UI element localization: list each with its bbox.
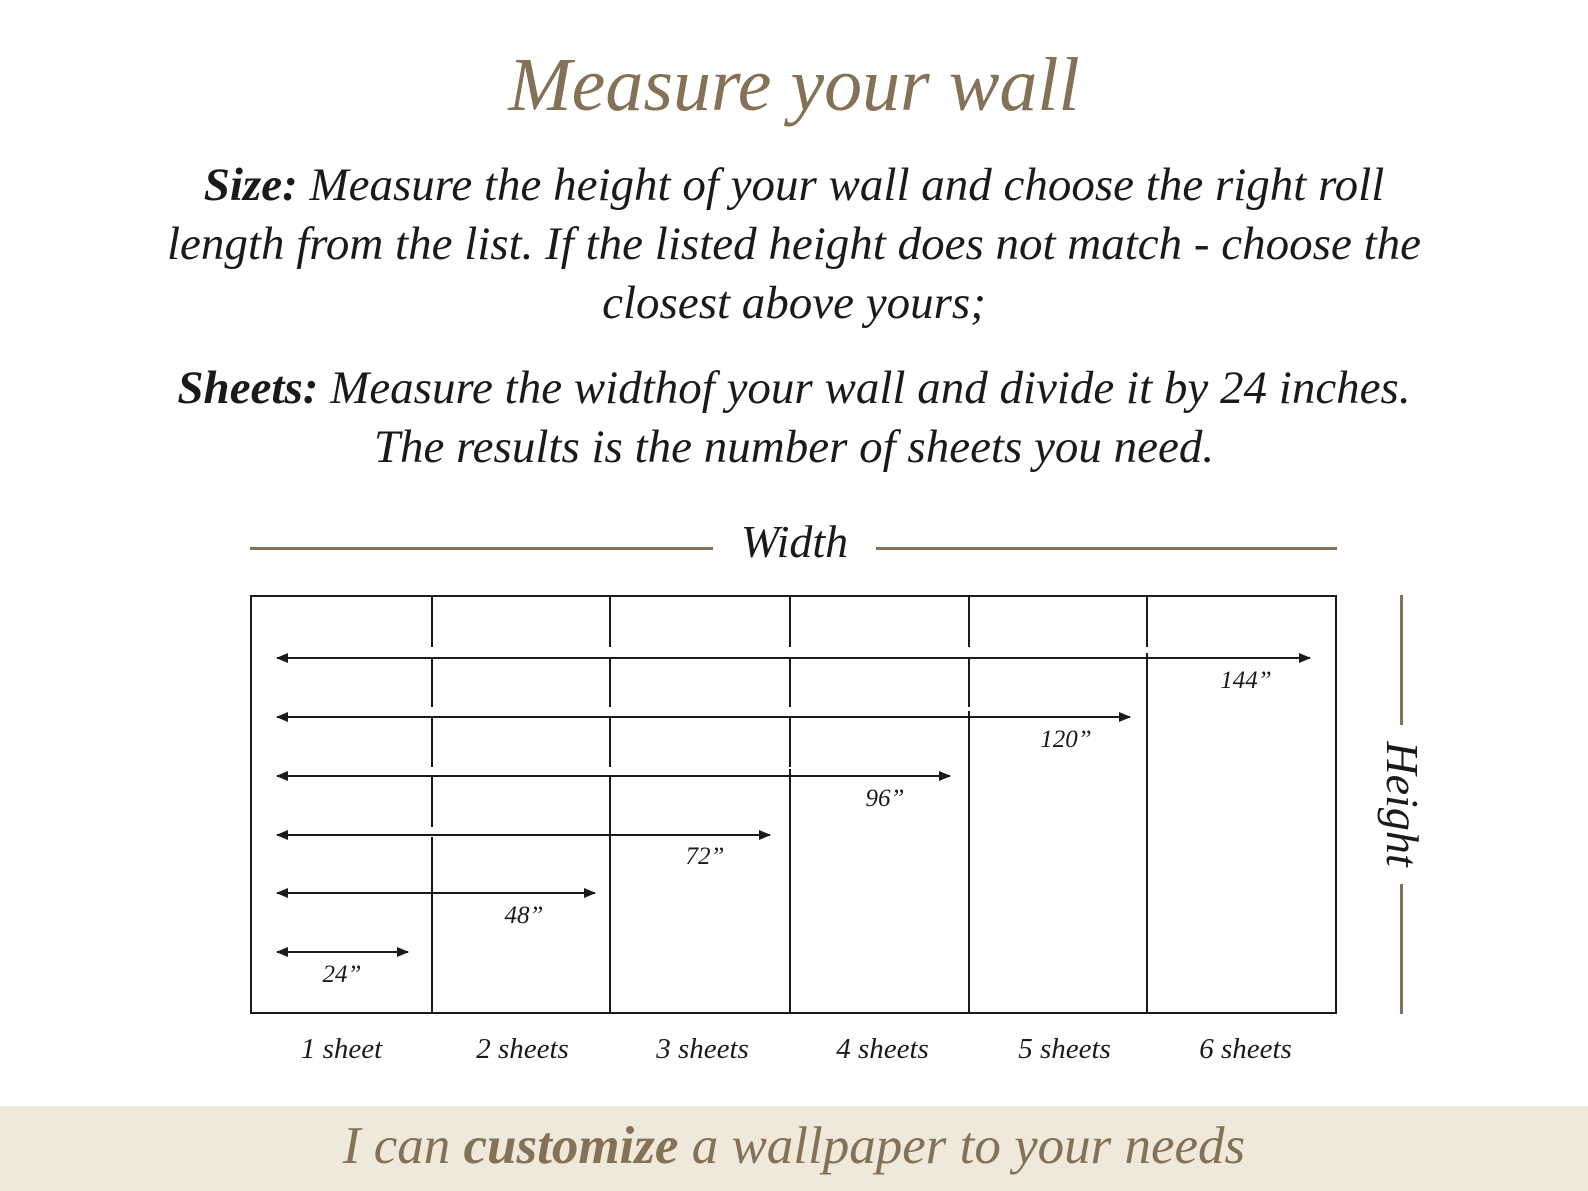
measurement-label-48: 48”	[504, 902, 544, 929]
footer-text	[0, 1114, 1588, 1178]
sheet-divider-5-solid	[1146, 653, 1148, 1014]
height-indicator	[1376, 595, 1428, 1014]
sheet-divider-1	[431, 597, 433, 885]
sheets-instruction	[150, 359, 1438, 477]
width-line-right	[876, 547, 1337, 550]
footer-text-bold: customize	[463, 1117, 679, 1175]
size-label: Size:	[203, 159, 298, 211]
width-indicator	[250, 515, 1337, 569]
sheet-label-4: 4 sheets	[836, 1033, 929, 1065]
size-text: Measure the height of your wall and choose the right roll length from the list. If the listed height does not match - choose the closest above yours;	[167, 159, 1421, 329]
height-line-top	[1400, 595, 1403, 725]
measurement-label-72: 72”	[685, 843, 725, 870]
sheet-divider-2-solid	[609, 827, 611, 1014]
sheet-divider-4	[968, 597, 970, 711]
footer-text-after: a wallpaper to your needs	[678, 1117, 1246, 1175]
sheet-divider-5	[1146, 597, 1148, 653]
sheet-label-1: 1 sheet	[300, 1033, 383, 1065]
sheet-divider-3	[789, 597, 791, 769]
height-label: Height	[1377, 741, 1428, 867]
footer-text-before: I can	[342, 1117, 464, 1175]
measurement-label-96: 96”	[865, 785, 905, 812]
sheets-label: Sheets:	[177, 362, 319, 414]
measurement-label-120: 120”	[1040, 726, 1092, 753]
measurement-label-24: 24”	[322, 961, 362, 988]
measurement-label-144: 144”	[1220, 667, 1272, 694]
sheets-text: Measure the widthof your wall and divide it by 24 inches. The results is the number of sheets you need.	[318, 362, 1411, 473]
wall-diagram	[250, 595, 1337, 1014]
width-label: Width	[740, 516, 849, 567]
width-line-left	[250, 547, 713, 550]
page-title: Measure your wall	[508, 43, 1080, 127]
sheet-label-6: 6 sheets	[1199, 1033, 1292, 1065]
sheet-label-2: 2 sheets	[476, 1033, 569, 1065]
size-instruction	[150, 156, 1438, 333]
sheet-divider-2	[609, 597, 611, 827]
sheet-divider-4-solid	[968, 711, 970, 1014]
sheet-divider-1-solid	[431, 885, 433, 1014]
sheet-label-3: 3 sheets	[656, 1033, 749, 1065]
footer-banner	[0, 1106, 1588, 1191]
height-line-bottom	[1400, 884, 1403, 1014]
sheet-label-5: 5 sheets	[1018, 1033, 1111, 1065]
sheet-divider-3-solid	[789, 769, 791, 1014]
